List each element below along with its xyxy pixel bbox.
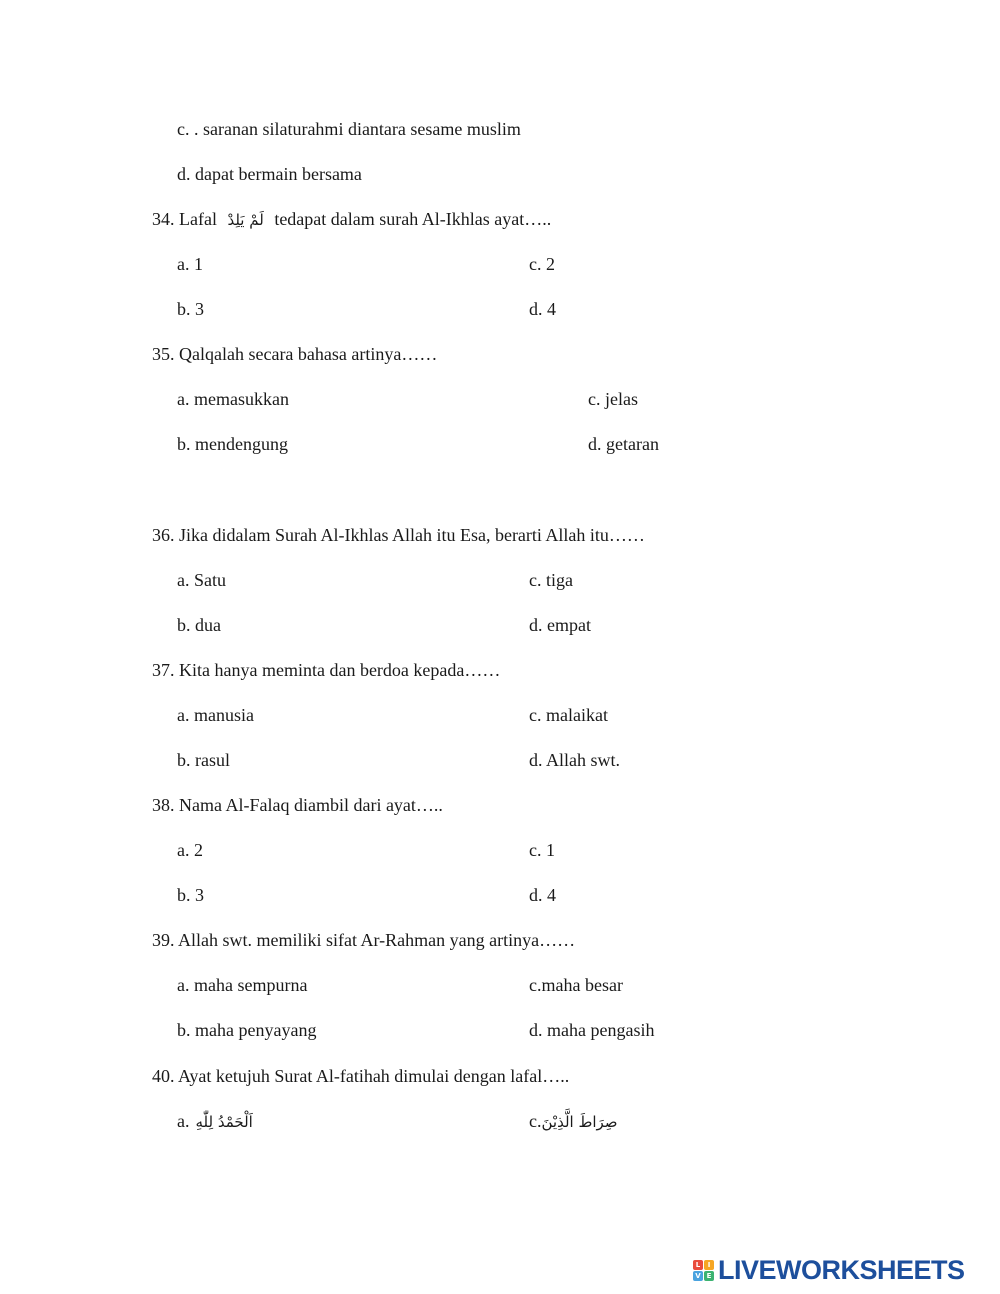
logo-tile-e: E [704,1271,714,1281]
q38-option-c[interactable]: c. 1 [529,840,555,860]
logo-tile-v: V [693,1271,703,1281]
q34-arabic-text: لَمْ يَلِدْ [227,211,264,229]
q37-option-b[interactable]: b. rasul [177,750,230,770]
q35-option-b[interactable]: b. mendengung [177,434,288,454]
q36-option-c[interactable]: c. tiga [529,570,573,590]
q39-option-d[interactable]: d. maha pengasih [529,1020,655,1040]
q33-option-c: c. . saranan silaturahmi diantara sesame muslim [177,119,521,139]
q36-option-a[interactable]: a. Satu [177,570,226,590]
q37-option-d[interactable]: d. Allah swt. [529,750,621,770]
q39-question: 39. Allah swt. memiliki sifat Ar-Rahman yang artinya…… [152,930,576,950]
logo-tile-i: I [704,1260,714,1270]
q34-question [152,208,551,231]
q37-question: 37. Kita hanya meminta dan berdoa kepada…… [152,660,501,680]
q38-question: 38. Nama Al-Falaq diambil dari ayat….. [152,795,443,815]
q35-option-a[interactable]: a. memasukkan [177,389,289,409]
liveworksheets-logo [693,1256,965,1284]
q37-option-a[interactable]: a. manusia [177,705,254,725]
q36-question: 36. Jika didalam Surah Al-Ikhlas Allah itu Esa, berarti Allah itu…… [152,525,645,545]
liveworksheets-logo-text: LIVEWORKSHEETS [718,1255,965,1285]
q34-option-b[interactable]: b. 3 [177,299,204,319]
q40-option-c-arabic: صِرَاطَ الَّذِيْنَ [541,1113,618,1131]
q34-option-d[interactable]: d. 4 [529,299,556,319]
q38-option-b[interactable]: b. 3 [177,885,204,905]
q34-option-c[interactable]: c. 2 [529,254,555,274]
q36-option-d[interactable]: d. empat [529,615,591,635]
q40-option-a-label: a. [177,1111,190,1131]
liveworksheets-logo-icon [693,1260,714,1281]
q35-question: 35. Qalqalah secara bahasa artinya…… [152,344,438,364]
q38-option-a[interactable]: a. 2 [177,840,203,860]
q39-option-a[interactable]: a. maha sempurna [177,975,308,995]
q39-option-c[interactable]: c.maha besar [529,975,623,995]
q39-option-b[interactable]: b. maha penyayang [177,1020,317,1040]
q38-option-d[interactable]: d. 4 [529,885,556,905]
logo-tile-l: L [693,1260,703,1270]
q34-option-a[interactable]: a. 1 [177,254,203,274]
q33-option-d: d. dapat bermain bersama [177,164,362,184]
q40-option-c[interactable] [529,1110,624,1133]
q40-option-c-label: c. [529,1111,542,1131]
q40-question: 40. Ayat ketujuh Surat Al-fatihah dimulai dengan lafal….. [152,1066,570,1086]
q34-prefix: 34. Lafal [152,209,217,229]
q40-option-a-arabic: اَلْحَمْدُ لِلّٰهِ [195,1113,253,1131]
q35-option-d[interactable]: d. getaran [588,434,659,454]
q40-option-a[interactable] [177,1110,259,1133]
q37-option-c[interactable]: c. malaikat [529,705,608,725]
q36-option-b[interactable]: b. dua [177,615,221,635]
q35-option-c[interactable]: c. jelas [588,389,638,409]
q34-suffix: tedapat dalam surah Al-Ikhlas ayat….. [274,209,552,229]
